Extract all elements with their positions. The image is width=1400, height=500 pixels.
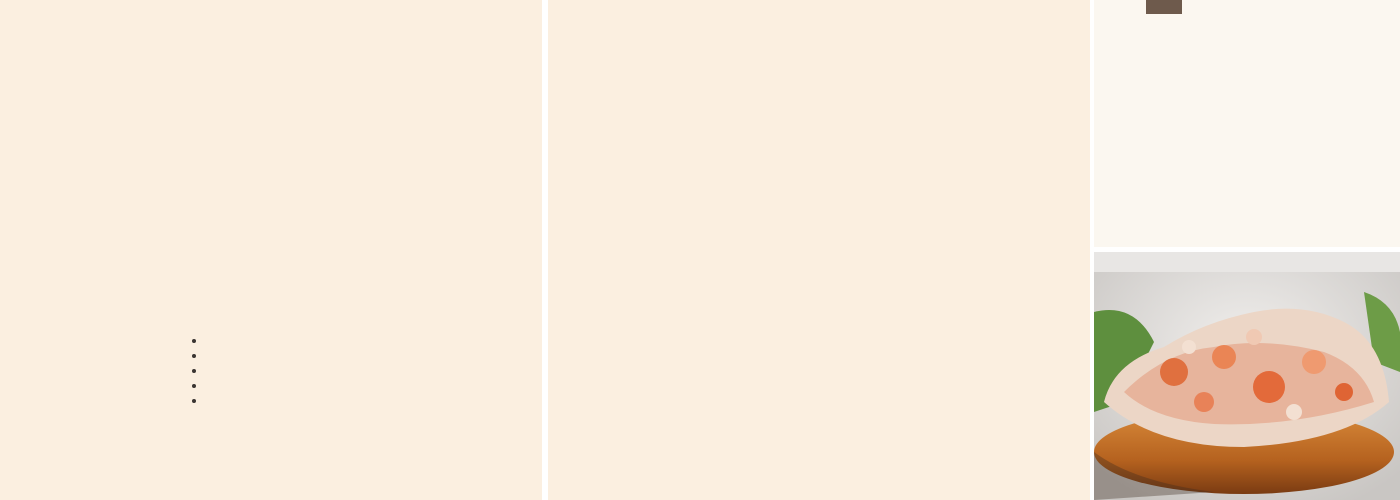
lobster-roll-photo <box>1094 252 1400 500</box>
bullet <box>192 354 196 358</box>
lobster-roll-illustration <box>1094 252 1400 500</box>
mini-photo-thumbnail <box>1146 0 1182 14</box>
bullet <box>192 339 196 343</box>
menu-page-right <box>548 0 1090 500</box>
website-menu-thumbnail <box>1094 0 1400 247</box>
bullet <box>192 369 196 373</box>
menu-page-left <box>0 0 542 500</box>
bullet <box>192 384 196 388</box>
bullet <box>192 399 196 403</box>
